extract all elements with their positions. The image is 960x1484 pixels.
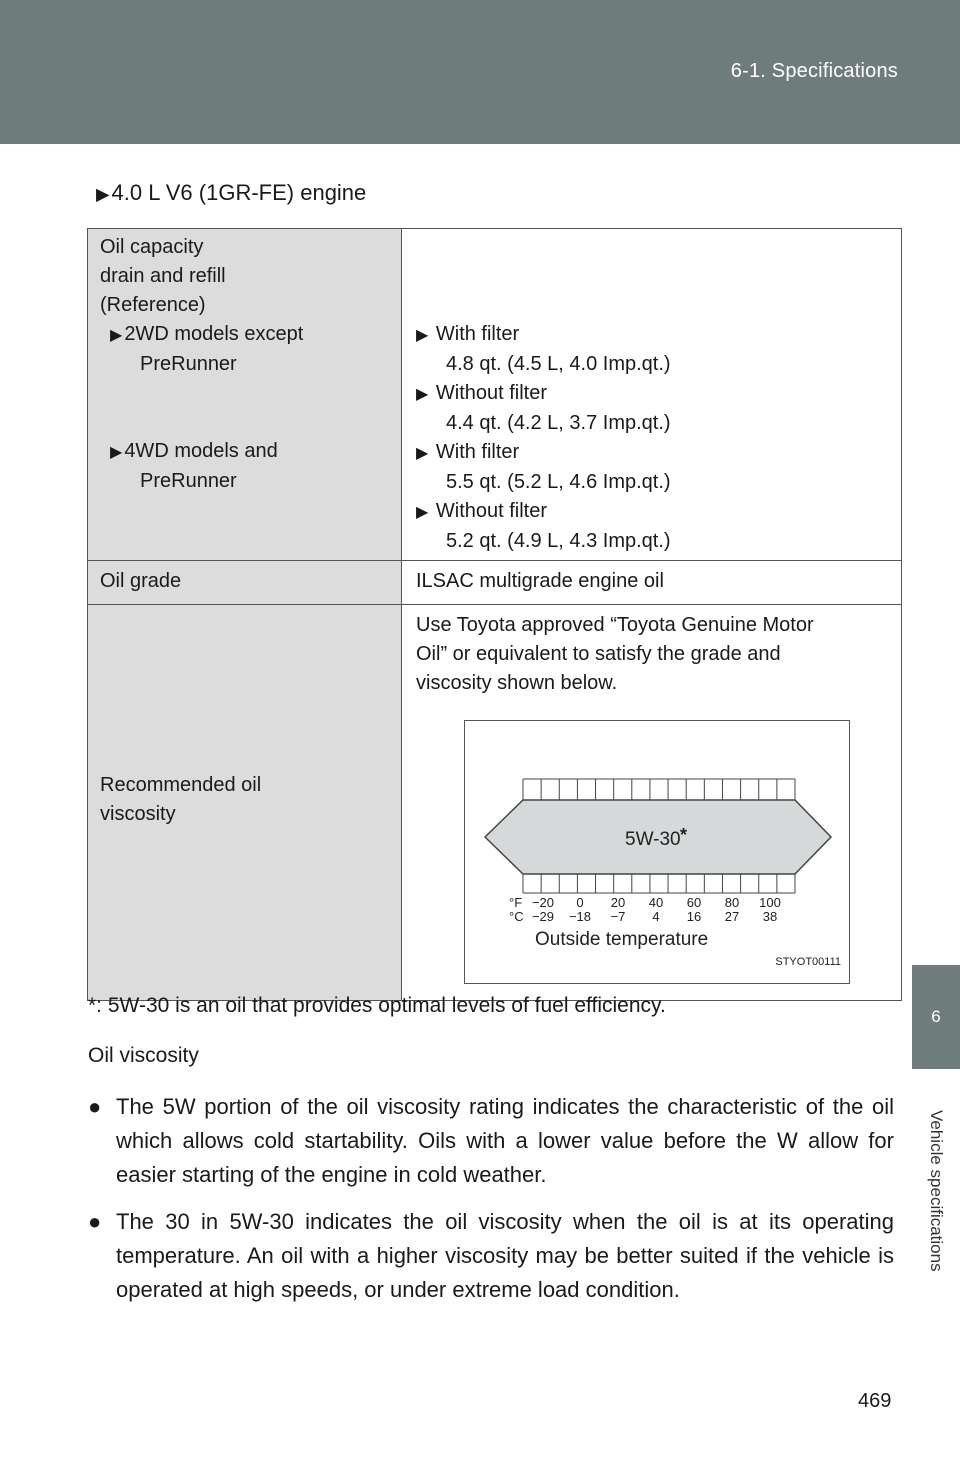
engine-heading [96,180,366,206]
capacity-entry: ▶ Without filter 4.4 qt. (4.2 L, 3.7 Imp.qt.) [416,382,671,434]
oil-capacity-label [88,229,402,561]
fahrenheit-tick-label: 100 [759,895,781,910]
chapter-tab-label [912,1075,960,1307]
triangle-icon: ▶ [110,444,123,461]
celsius-tick-label: 4 [652,909,660,924]
figure-code: STYOT00111 [775,956,841,968]
celsius-tick-label: −7 [610,909,626,924]
celsius-tick-labels [532,909,777,924]
grade-label: 5W-30 [625,829,681,850]
viscosity-value [402,605,902,1001]
bullet-dot-icon: ● [88,1209,102,1234]
celsius-tick-label: −29 [531,909,555,924]
celsius-tick-label: 27 [724,909,740,924]
viscosity-chart [464,720,850,984]
viscosity-text-line: Use Toyota approved “Toyota Genuine Motor [416,614,814,636]
celsius-tick-label: 16 [686,909,702,924]
triangle-icon: ▶ [416,327,429,344]
viscosity-text-line: viscosity shown below. [416,672,618,694]
celsius-tick-label: −18 [568,909,592,924]
label-line: (Reference) [100,294,206,316]
label-line: Oil capacity [100,236,204,258]
spacer [416,233,887,320]
fahrenheit-tick-label: 80 [724,895,740,910]
bullet-text: The 30 in 5W-30 indicates the oil viscosity when the oil is at its operating temperature. An oil with a higher viscosity may be better suited if the vehicle is operated at high speeds, or under extreme load condition. [116,1209,894,1302]
capacity-entry: ▶ Without filter 5.2 qt. (4.9 L, 4.3 Imp.qt.) [416,500,671,552]
bullet-dot-icon: ● [88,1094,102,1119]
fahrenheit-unit: °F [509,895,523,910]
capacity-entry: ▶ With filter 5.5 qt. (5.2 L, 4.6 Imp.qt.) [416,441,671,493]
spacer [100,496,389,554]
viscosity-label: Recommended oil viscosity [88,605,402,1001]
fahrenheit-tick-label: 60 [686,895,702,910]
oil-grade-value: ILSAC multigrade engine oil [402,561,902,605]
viscosity-text-line: Oil” or equivalent to satisfy the grade and [416,643,781,665]
oil-capacity-values [402,229,902,561]
chapter-tab-number: 6 [912,965,960,1069]
page-number: 469 [858,1390,892,1412]
spacer [100,379,389,437]
bullet-item [88,1090,894,1192]
engine-heading-text: 4.0 L V6 (1GR-FE) engine [111,180,367,205]
fahrenheit-tick-label: −20 [531,895,555,910]
fahrenheit-tick-label: 20 [610,895,626,910]
bullet-item [88,1205,894,1307]
triangle-icon: ▶ [96,184,110,204]
section-title: 6-1. Specifications [730,60,898,82]
triangle-icon: ▶ [416,386,429,403]
page-header [0,0,960,144]
celsius-tick-label: 38 [762,909,778,924]
oil-capacity-row [88,229,902,561]
triangle-icon: ▶ [416,445,429,462]
triangle-icon: ▶ [416,504,429,521]
model-group-2wd: ▶ 2WD models except PreRunner [110,323,304,375]
outside-temperature-caption: Outside temperature [535,929,709,950]
model-group-4wd: ▶ 4WD models and PreRunner [110,440,278,492]
fahrenheit-tick-label: 40 [648,895,664,910]
triangle-icon: ▶ [110,327,123,344]
viscosity-row [88,605,902,1001]
capacity-entry: ▶ With filter 4.8 qt. (4.5 L, 4.0 Imp.qt.) [416,323,671,375]
oil-grade-label: Oil grade [88,561,402,605]
label-line: drain and refill [100,265,226,287]
fahrenheit-tick-labels [532,895,781,910]
footnote: *: 5W-30 is an oil that provides optimal levels of fuel efficiency. [88,994,666,1017]
oil-grade-row [88,561,902,605]
oil-viscosity-subheading: Oil viscosity [88,1044,199,1067]
grade-asterisk: * [680,825,688,845]
spec-table [87,228,902,1001]
fahrenheit-tick-label: 0 [576,895,584,910]
bullet-text: The 5W portion of the oil viscosity rating indicates the characteristic of the oil which allows cold startability. Oils with a lower value before the W allow for easier starting of the engine in cold weather. [116,1094,894,1187]
celsius-unit: °C [509,909,524,924]
chapter-label-text: Vehicle specifications [927,1110,946,1272]
